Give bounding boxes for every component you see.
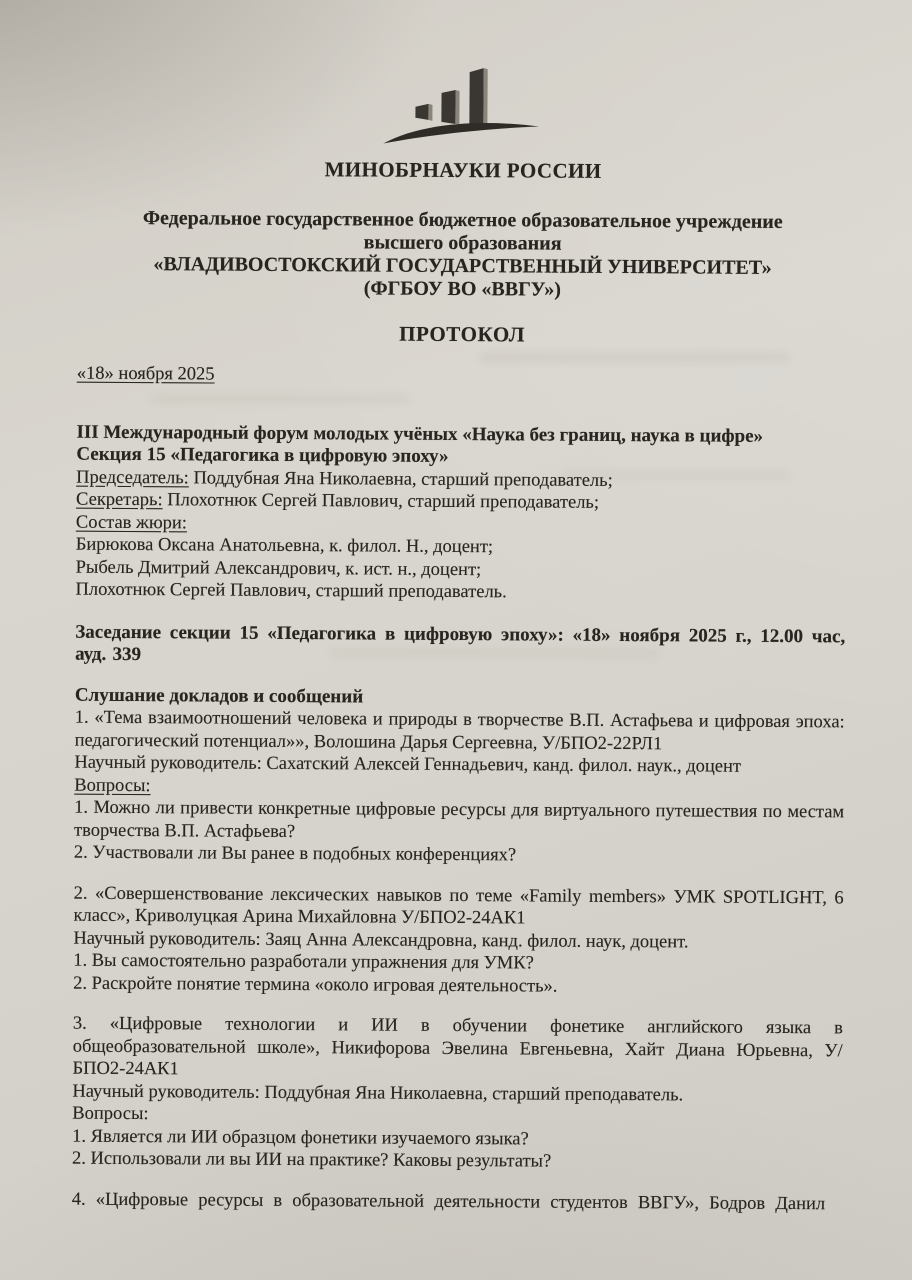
agenda-item-3 bbox=[72, 1013, 843, 1175]
institution-block bbox=[77, 207, 848, 304]
jury-label: Состав жюри: bbox=[75, 512, 188, 533]
forum-title: III Международный форум молодых учёных «Наука без границ, наука в цифре» bbox=[76, 421, 764, 447]
university-name: «ВЛАДИВОСТОКСКИЙ ГОСУДАРСТВЕННЫЙ УНИВЕРСИТЕТ» bbox=[153, 253, 772, 279]
question: 2. Раскройте понятие термина «около игровая деятельность». bbox=[73, 973, 558, 997]
jury-member: Плохотнюк Сергей Павлович, старший преподаватель. bbox=[75, 579, 507, 603]
section-title: Секция 15 «Педагогика в цифровую эпоху» bbox=[76, 443, 449, 467]
question: 1. Можно ли привести конкретные цифровые ресурсы для виртуального путешествия по местам творчества В.П. Астафьева? bbox=[73, 797, 845, 842]
ministry-name: МИНОБРНАУКИ РОССИИ bbox=[324, 157, 602, 183]
institution-line-1: Федеральное государственное бюджетное образовательное учреждение bbox=[142, 207, 783, 233]
chair-value: Поддубная Яна Николаевна, старший преподаватель; bbox=[193, 467, 613, 491]
questions-label: Вопросы: bbox=[74, 775, 151, 796]
talk-title: 4. «Цифровые ресурсы в образовательной деятельности студентов ВВГУ», Бодров Данил bbox=[71, 1189, 826, 1214]
question: 2. Использовали ли вы ИИ на практике? Каковы результаты? bbox=[71, 1148, 552, 1172]
document-title: ПРОТОКОЛ bbox=[399, 321, 526, 347]
agenda-heading: Слушание докладов и сообщений bbox=[74, 684, 364, 707]
agenda-item-2 bbox=[73, 882, 844, 999]
secretary-value: Плохотнюк Сергей Павлович, старший преподаватель; bbox=[167, 490, 600, 513]
document-date: «18» ноября 2025 bbox=[76, 363, 215, 385]
talk-title: 3. «Цифровые технологии и ИИ в обучении фонетике английского языка в общеобразовательной школе», Никифорова Эвелина Евгеньевна, Хайт Диана Юрьевна, У/БПО2-24АК1 bbox=[72, 1013, 843, 1080]
agenda-item-1 bbox=[74, 707, 845, 869]
event-block bbox=[75, 421, 846, 606]
question: 1. Является ли ИИ образцом фонетики изучаемого языка? bbox=[72, 1126, 529, 1149]
questions-label: Вопросы: bbox=[72, 1103, 149, 1125]
jury-member: Бирюкова Оксана Анатольевна, к. филол. Н., доцент; bbox=[75, 534, 494, 558]
chair-label: Председатель: bbox=[76, 467, 189, 488]
jury-member: Рыбель Дмитрий Александрович, к. ист. н., доцент; bbox=[75, 557, 482, 580]
talk-title: 1. «Тема взаимоотношений человека и природы в творчестве В.П. Астафьева и цифровая эпоха: педагогический потенциал»», Волошина Дарья Сергеевна, У/БПО2-22РЛ1 bbox=[74, 707, 845, 754]
question: 2. Участвовали ли Вы ранее в подобных конференциях? bbox=[73, 842, 517, 866]
advisor-line: Научный руководитель: Заяц Анна Александровна, канд. филол. наук, доцент. bbox=[73, 928, 689, 952]
question: 1. Вы самостоятельно разработали упражнения для УМК? bbox=[73, 950, 534, 974]
date-line bbox=[77, 363, 847, 390]
agenda-item-4 bbox=[72, 1188, 842, 1215]
university-abbreviation: (ФГБОУ ВО «ВВГУ») bbox=[363, 277, 561, 301]
advisor-line: Научный руководитель: Поддубная Яна Николаевна, старший преподаватель. bbox=[72, 1081, 684, 1105]
advisor-line: Научный руководитель: Сахатский Алексей Геннадьевич, канд. филол. наук., доцент bbox=[74, 752, 742, 777]
secretary-line bbox=[76, 489, 846, 516]
secretary-label: Секретарь: bbox=[76, 489, 163, 511]
session-info: Заседание секции 15 «Педагогика в цифровую эпоху»: «18» ноября 2025 г., 12.00 час, ауд. 339 bbox=[75, 621, 846, 666]
institution-line-2: высшего образования bbox=[363, 231, 562, 255]
talk-title: 2. «Совершенствование лексических навыков по теме «Family members» УМК SPOTLIGHT, 6 класс», Криволуцкая Арина Михайловна У/БПО2-24АК1 bbox=[73, 883, 844, 929]
minobrnauki-logo-icon bbox=[381, 64, 547, 150]
